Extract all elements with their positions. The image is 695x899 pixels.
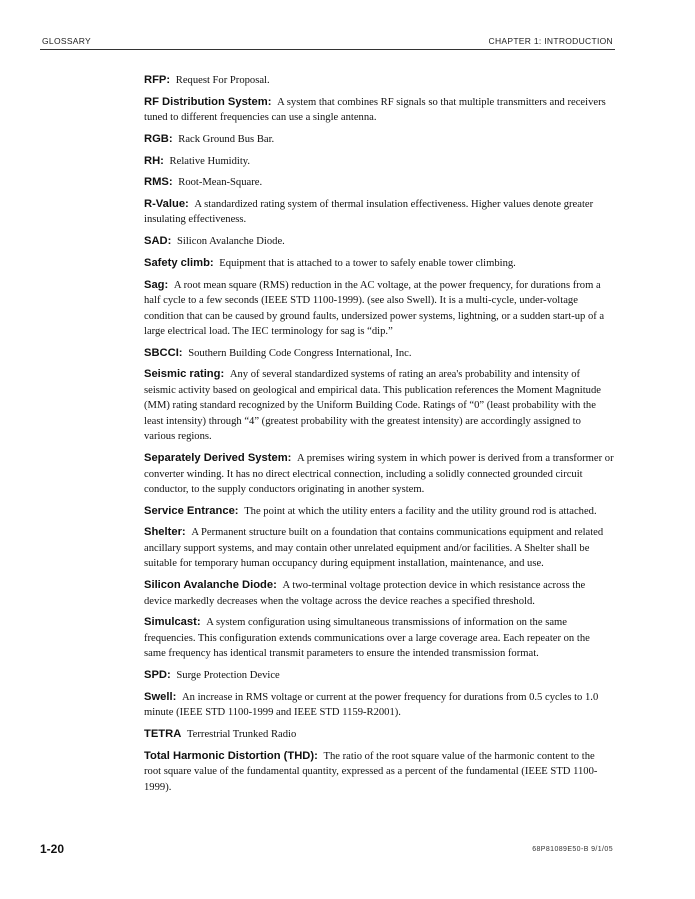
glossary-definition: Southern Building Code Congress International, Inc. bbox=[188, 347, 412, 359]
running-header-section: GLOSSARY bbox=[42, 36, 92, 46]
glossary-entry bbox=[144, 234, 614, 250]
glossary-entry bbox=[144, 73, 614, 89]
glossary-entry bbox=[144, 690, 614, 721]
glossary-term: Shelter: bbox=[144, 526, 186, 539]
glossary-entry bbox=[144, 504, 614, 520]
glossary-list bbox=[144, 73, 614, 801]
document-id: 68P81089E50-B 9/1/05 bbox=[532, 846, 613, 853]
glossary-definition: Silicon Avalanche Diode. bbox=[177, 236, 285, 248]
glossary-term: SPD: bbox=[144, 669, 171, 681]
glossary-definition: A Permanent structure built on a foundation that contains communications equipment and related ancillary support systems, and may contain other unrelated equipment and/or facilities. A Shelter shall be suitable for temporary human occupancy during equipment installation, maintenance, and use. bbox=[144, 527, 604, 570]
glossary-definition: A two-terminal voltage protection device in which resistance across the device markedly decreases when the voltage across the device reaches a specified threshold. bbox=[144, 580, 586, 607]
glossary-definition: Surge Protection Device bbox=[176, 670, 280, 681]
glossary-entry bbox=[144, 668, 614, 684]
glossary-term: Service Entrance: bbox=[144, 504, 239, 517]
glossary-entry bbox=[144, 615, 614, 662]
glossary-entry bbox=[144, 132, 614, 148]
glossary-term: Swell: bbox=[144, 690, 177, 703]
glossary-entry bbox=[144, 451, 614, 498]
glossary-definition: The point at which the utility enters a facility and the utility ground rod is attached. bbox=[244, 505, 597, 517]
glossary-term: RF Distribution System: bbox=[144, 95, 272, 108]
glossary-definition: A premises wiring system in which power is derived from a transformer or converter winding. It has no direct electrical connection, including a solidly connected grounded circuit conductor, to the supply conductors originating in another system. bbox=[144, 453, 614, 496]
glossary-definition: The ratio of the root square value of the harmonic content to the root square value of the fundamental quantity, expressed as a percent of the fundamental (IEEE STD 1100-1999). bbox=[144, 750, 598, 793]
header-divider bbox=[40, 49, 615, 50]
glossary-entry bbox=[144, 175, 614, 191]
glossary-term: Sag: bbox=[144, 278, 169, 291]
glossary-definition: Request For Proposal. bbox=[175, 75, 270, 86]
glossary-term: Total Harmonic Distortion (THD): bbox=[144, 749, 318, 762]
glossary-entry bbox=[144, 95, 614, 126]
glossary-term: Safety climb: bbox=[144, 256, 214, 269]
page-number: 1-20 bbox=[40, 842, 65, 856]
glossary-entry bbox=[144, 727, 614, 743]
glossary-definition: Any of several standardized systems of rating an area's probability and intensity of seismic activity based on geological and empirical data. This publication references the Moment Magnitude (MM) rating standard recognized by the Uniform Building Code. Ratings of “0” (least probability with the least intensity) through “4” (greatest probability with the greatest intensity) are accordingly assigned to various regions. bbox=[144, 369, 601, 443]
glossary-definition: Relative Humidity. bbox=[169, 155, 251, 167]
glossary-term: Simulcast: bbox=[144, 616, 201, 629]
glossary-term: SBCCI: bbox=[144, 346, 183, 359]
glossary-definition: Terrestrial Trunked Radio bbox=[186, 728, 297, 740]
glossary-entry bbox=[144, 346, 614, 362]
glossary-term: RFP: bbox=[144, 74, 171, 86]
glossary-definition: A root mean square (RMS) reduction in the AC voltage, at the power frequency, for durations from a half cycle to a few seconds (IEEE STD 1100-1999). (see also Swell). It is a multi-cycle, under-voltage condition that can be caused by ground faults, undersized power systems, lightning, or a sudden start-up of a large electrical load. The IEC terminology for sag is “dip.” bbox=[144, 279, 605, 337]
running-header-chapter: CHAPTER 1: INTRODUCTION bbox=[488, 36, 613, 46]
glossary-entry bbox=[144, 578, 614, 609]
glossary-entry bbox=[144, 367, 614, 445]
glossary-term: Silicon Avalanche Diode: bbox=[144, 579, 277, 592]
glossary-term: Seismic rating: bbox=[144, 368, 225, 381]
glossary-term: SAD: bbox=[144, 235, 172, 248]
glossary-entry bbox=[144, 525, 614, 572]
glossary-term: R-Value: bbox=[144, 197, 189, 210]
glossary-entry bbox=[144, 256, 614, 272]
glossary-term: TETRA bbox=[144, 727, 182, 740]
glossary-definition: A standardized rating system of thermal insulation effectiveness. Higher values denote greater insulating effectiveness. bbox=[144, 198, 594, 226]
glossary-definition: Rack Ground Bus Bar. bbox=[178, 133, 275, 145]
glossary-definition: Equipment that is attached to a tower to safely enable tower climbing. bbox=[219, 257, 516, 269]
glossary-entry bbox=[144, 749, 614, 796]
glossary-term: RH: bbox=[144, 154, 164, 167]
glossary-entry bbox=[144, 154, 614, 170]
glossary-term: RGB: bbox=[144, 132, 173, 145]
glossary-term: RMS: bbox=[144, 176, 173, 189]
glossary-definition: A system configuration using simultaneous transmissions of information on the same frequencies. This configuration extends communications over a large coverage area. Each repeater on the same frequency has identical transmit parameters to ensure the intended transmission format. bbox=[144, 617, 590, 660]
glossary-definition: Root-Mean-Square. bbox=[178, 177, 263, 189]
glossary-definition: A system that combines RF signals so that multiple transmitters and receivers tuned to different frequencies can use a single antenna. bbox=[144, 96, 606, 124]
glossary-entry bbox=[144, 278, 614, 340]
glossary-term: Separately Derived System: bbox=[144, 452, 292, 465]
glossary-definition: An increase in RMS voltage or current at the power frequency for durations from 0.5 cycles to 1.0 minute (IEEE STD 1100-1999 and IEEE STD 1159-R2001). bbox=[144, 691, 599, 719]
glossary-entry bbox=[144, 197, 614, 228]
